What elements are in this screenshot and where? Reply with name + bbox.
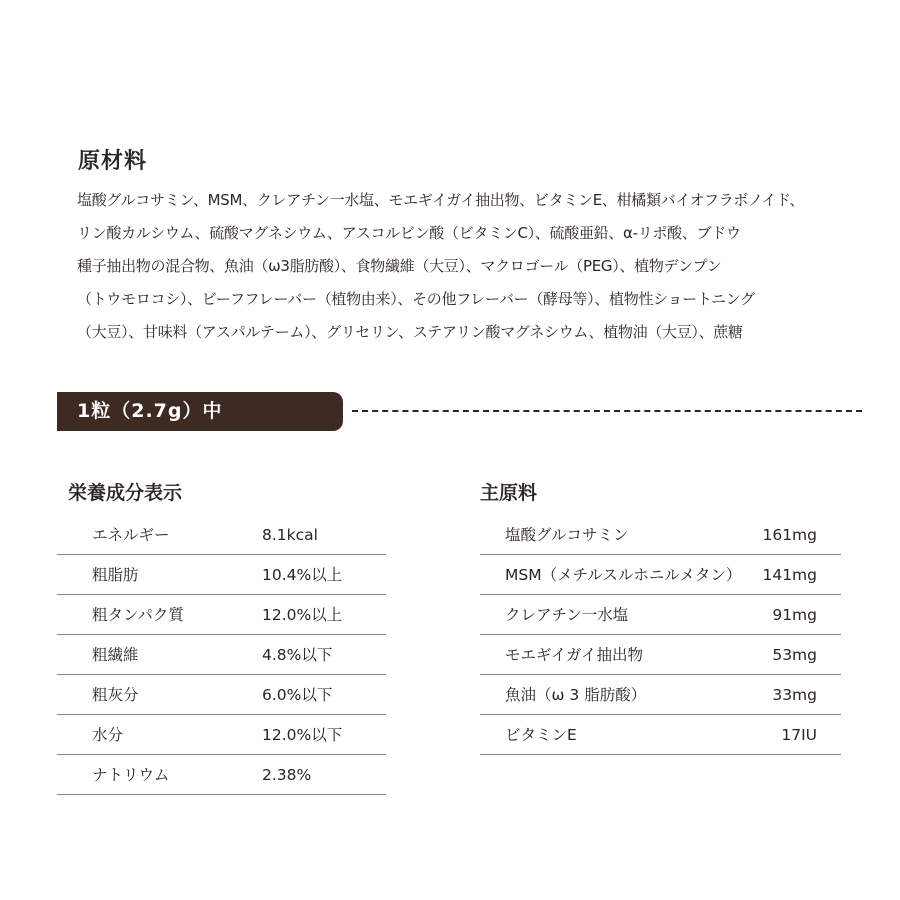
row-label: 粗タンパク質 xyxy=(92,606,184,624)
table-row xyxy=(57,755,386,795)
table-row xyxy=(480,635,841,675)
table-row xyxy=(57,635,386,675)
row-value: 33mg xyxy=(772,686,817,704)
main-ingredients-title: 主原料 xyxy=(480,482,538,504)
row-label: クレアチン一水塩 xyxy=(505,606,629,624)
row-value: 8.1kcal xyxy=(262,526,318,544)
row-label: エネルギー xyxy=(92,526,170,544)
table-row xyxy=(57,595,386,635)
row-value: 4.8%以下 xyxy=(262,646,333,664)
ingredients-text xyxy=(77,184,827,349)
table-row xyxy=(480,515,841,555)
row-label: ビタミンE xyxy=(505,726,577,744)
main-ingredients-table xyxy=(480,515,841,755)
row-value: 12.0%以下 xyxy=(262,726,343,744)
row-label: モエギイガイ抽出物 xyxy=(505,646,643,664)
row-label: ナトリウム xyxy=(92,766,170,784)
row-label: 塩酸グルコサミン xyxy=(505,526,629,544)
table-row xyxy=(480,555,841,595)
ingredients-line: 種子抽出物の混合物、魚油（ω3脂肪酸）、食物繊維（大豆）、マクロゴール（PEG）、植物デンプン xyxy=(77,257,722,275)
row-label: MSM（メチルスルホニルメタン） xyxy=(505,566,742,584)
row-value: 2.38% xyxy=(262,766,312,784)
row-label: 粗灰分 xyxy=(92,686,139,704)
table-row xyxy=(57,515,386,555)
serving-size-badge: 1粒（2.7g）中 xyxy=(57,392,343,431)
row-value: 6.0%以下 xyxy=(262,686,333,704)
nutrition-title: 栄養成分表示 xyxy=(68,482,183,504)
ingredients-line: （トウモロコシ）、ビーフフレーバー（植物由来）、その他フレーバー（酵母等）、植物性ショートニング xyxy=(77,290,755,308)
ingredients-line: リン酸カルシウム、硫酸マグネシウム、アスコルビン酸（ビタミンC）、硫酸亜鉛、α-リポ酸、ブドウ xyxy=(77,224,741,242)
table-row xyxy=(57,555,386,595)
ingredients-line: （大豆）、甘味料（アスパルテーム）、グリセリン、ステアリン酸マグネシウム、植物油（大豆）、蔗糖 xyxy=(77,323,743,341)
row-value: 12.0%以上 xyxy=(262,606,343,624)
row-value: 17IU xyxy=(781,726,817,744)
table-row xyxy=(480,595,841,635)
nutrition-table xyxy=(57,515,386,795)
ingredients-title: 原材料 xyxy=(78,149,148,174)
row-value: 10.4%以上 xyxy=(262,566,343,584)
table-row xyxy=(57,715,386,755)
row-label: 粗繊維 xyxy=(92,646,139,664)
row-value: 53mg xyxy=(772,646,817,664)
row-label: 魚油（ω 3 脂肪酸） xyxy=(505,686,647,704)
row-value: 141mg xyxy=(762,566,817,584)
ingredients-line: 塩酸グルコサミン、MSM、クレアチン一水塩、モエギイガイ抽出物、ビタミンE、柑橘類バイオフラボノイド、 xyxy=(77,191,805,209)
table-row xyxy=(480,715,841,755)
row-value: 91mg xyxy=(772,606,817,624)
row-label: 水分 xyxy=(92,726,124,744)
table-row xyxy=(480,675,841,715)
row-value: 161mg xyxy=(762,526,817,544)
dashed-divider xyxy=(352,410,862,412)
table-row xyxy=(57,675,386,715)
row-label: 粗脂肪 xyxy=(92,566,139,584)
